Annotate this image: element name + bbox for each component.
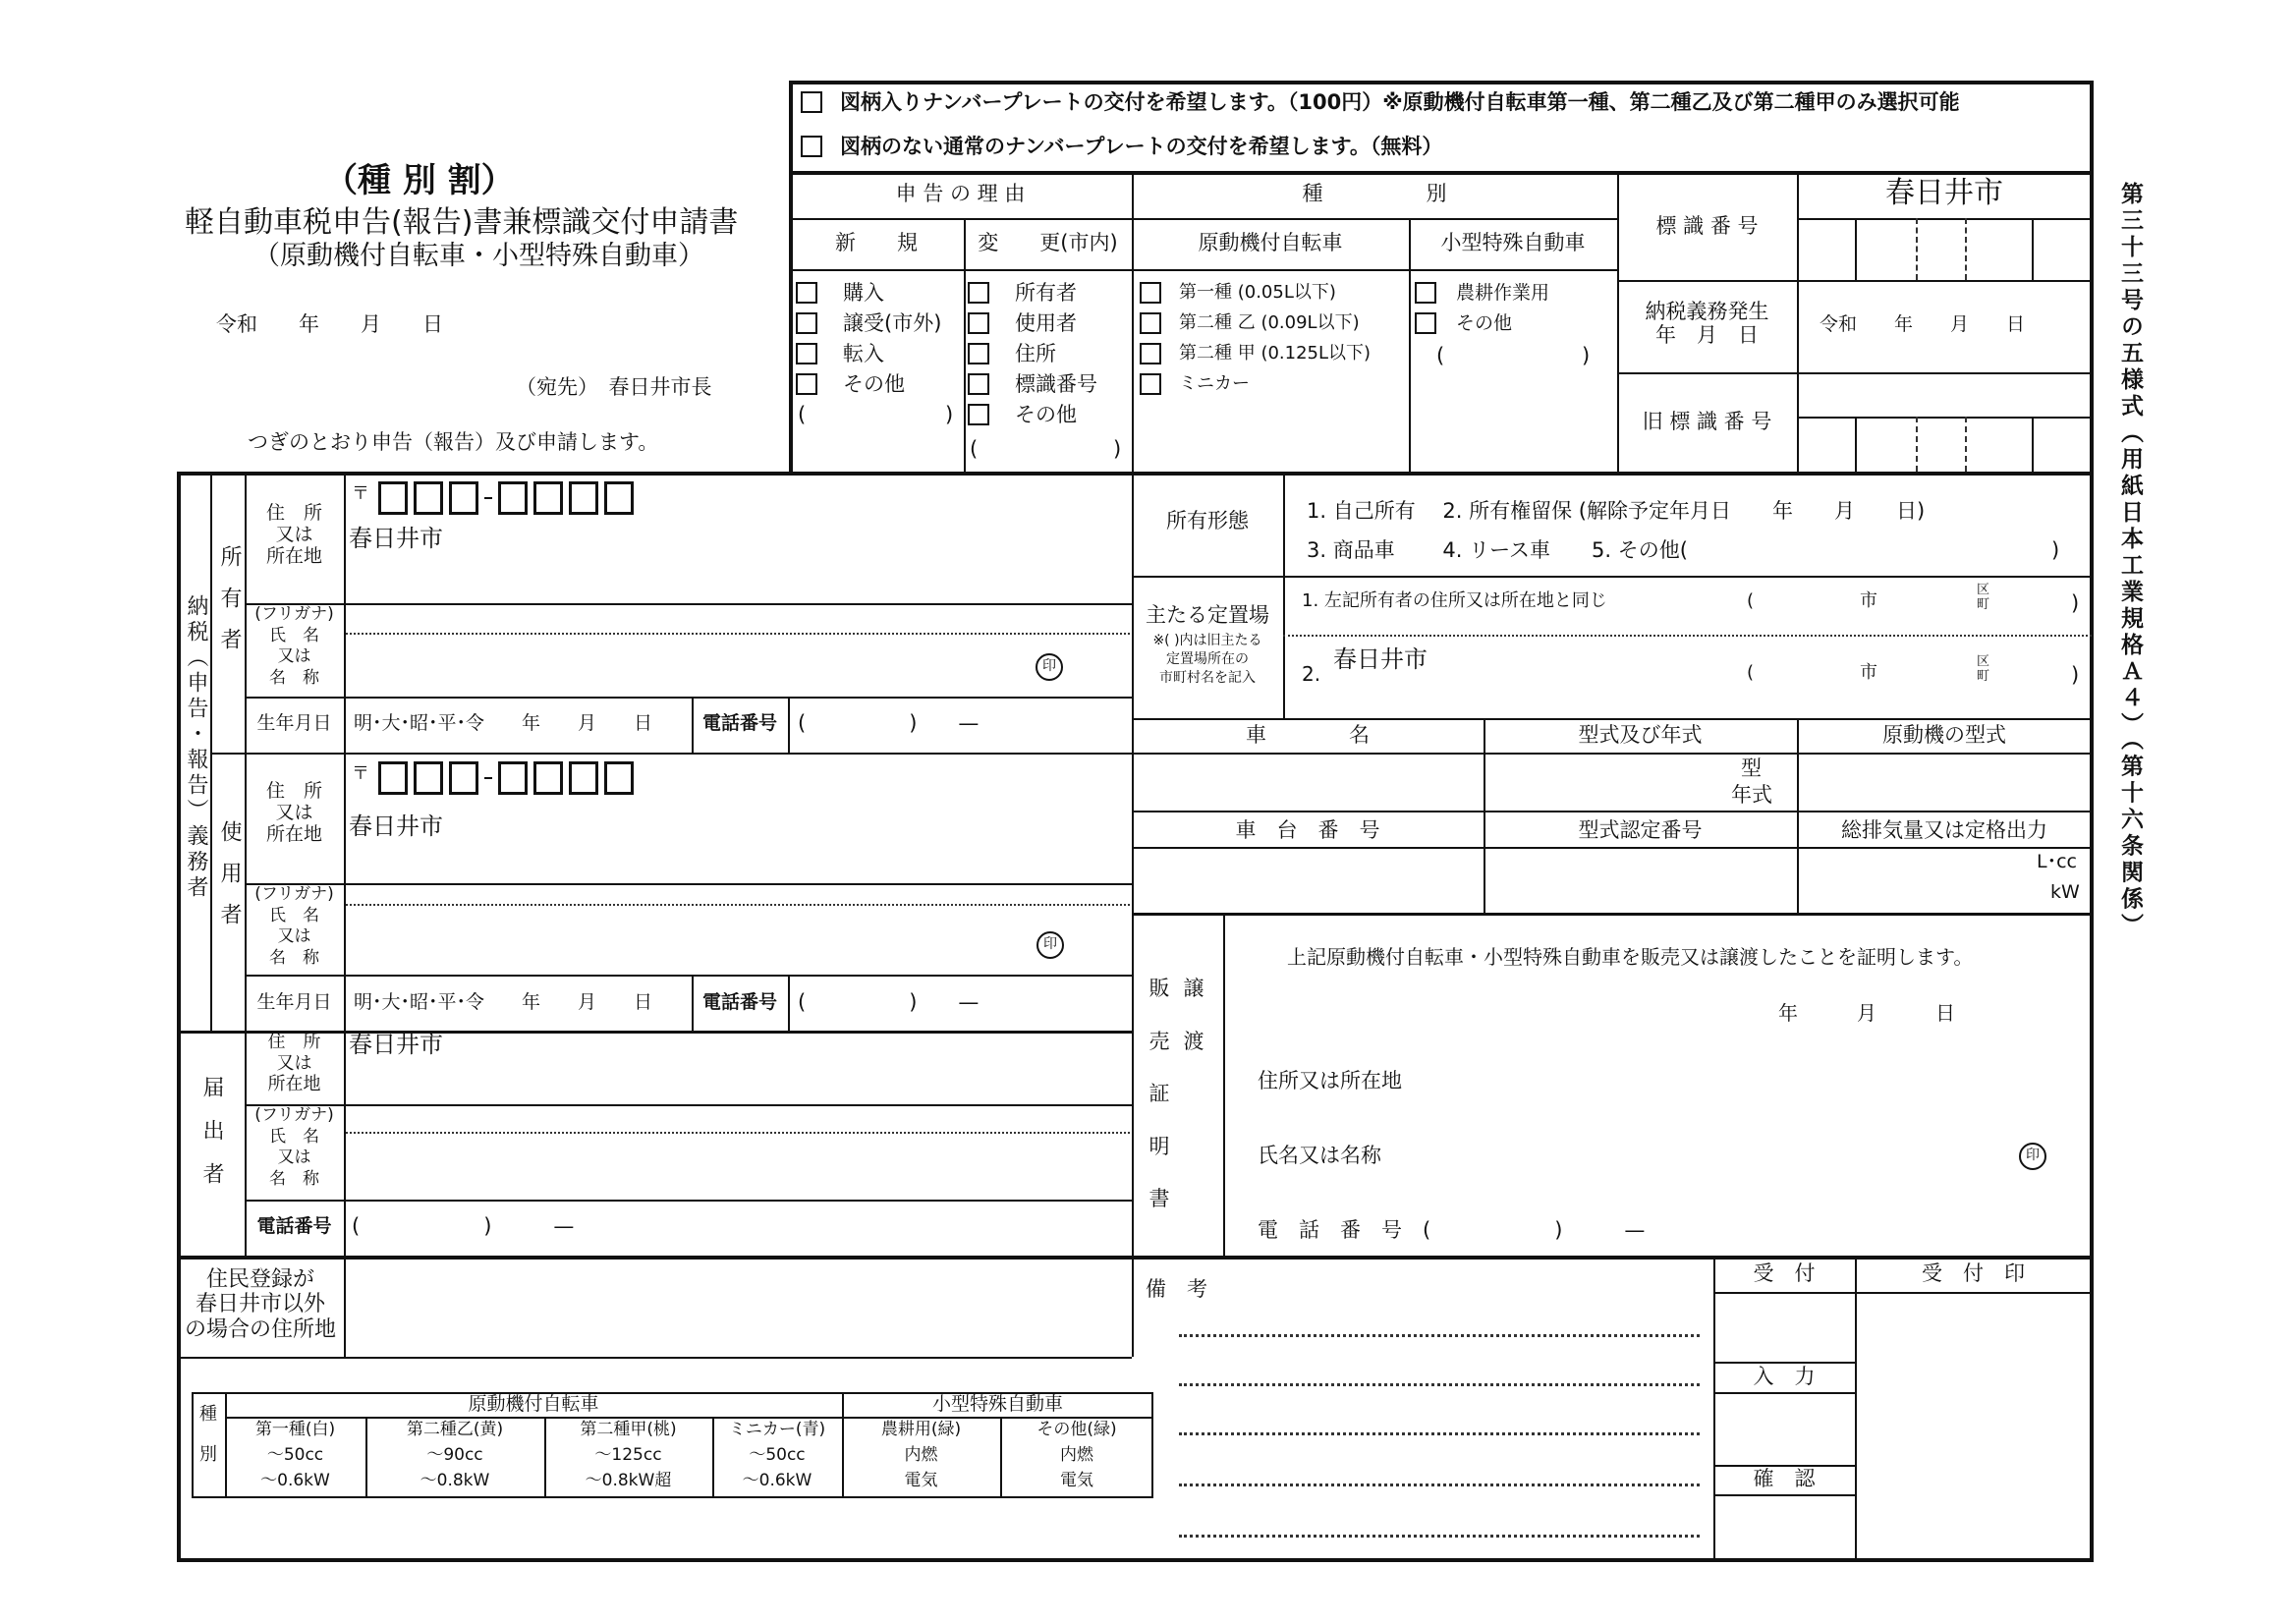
form-date: 令和 年 月 日 [216,312,443,336]
reason-new-purchase-checkbox[interactable] [796,282,817,304]
reason-change-plate-checkbox[interactable] [968,373,989,395]
sale-transfer-label: 譲 渡 [1183,977,1204,1053]
seal-mark: 印 [1036,931,1064,959]
seal-mark: 印 [2019,1143,2046,1170]
owner-address-input[interactable] [462,531,1114,591]
sale-phone[interactable]: 電 話 番 号 ( ) — [1258,1218,1646,1242]
class-cell-b: 電気 [1060,1471,1093,1490]
reason-new-transfer-checkbox[interactable] [796,312,817,334]
form-subtitle: （種 別 割） [324,161,515,200]
paren-close: ) [945,403,954,426]
reason-change-user-label: 使用者 [1015,311,1077,335]
received-label: 受 付 [1753,1261,1816,1285]
class-small-header: 小型特殊自動車 [931,1393,1063,1415]
storage-ku2: 区 町 [1977,654,1990,684]
reason-change-other-label: その他 [1015,403,1077,426]
ownership-line1[interactable]: 1. 自己所有 2. 所有権留保 (解除予定年月日 年 月 日) [1307,499,1926,523]
owner-furigana-input[interactable] [349,605,1119,633]
paren-close: ) [1113,437,1122,461]
statement: つぎのとおり申告（報告）及び申請します。 [248,430,659,454]
user-name-label: (フリガナ) 氏 名 又は 名 称 [254,884,334,968]
ownership-label: 所有形態 [1166,509,1249,532]
class-cell-b: 〜0.6kW [742,1471,812,1490]
displacement-header: 総排気量又は定格出力 [1841,818,2047,842]
paren-open: ( [798,403,807,426]
user-address-city: 春日井市 [349,812,443,840]
model-unit: 型 [1741,756,1762,780]
sale-date: 年 月 日 [1778,1001,1955,1025]
form-kind: （原動機付自転車・小型特殊自動車） [253,241,704,271]
seal-mark: 印 [1036,653,1063,681]
user-birth-label: 生年月日 [256,991,332,1013]
displacement-unit-kw: kW [2050,881,2080,903]
filer-phone-input[interactable]: ( ) — [352,1214,575,1238]
type-small-other-checkbox[interactable] [1415,312,1436,334]
user-furigana-input[interactable] [349,884,1119,904]
form-title: 軽自動車税申告(報告)書兼標識交付申請書 [185,205,739,240]
user-address-input[interactable] [462,815,1114,876]
user-label: 使用者 [217,820,242,944]
storage-option1[interactable]: 1. 左記所有者の住所又は所在地と同じ [1302,590,1607,611]
class-cell-h: 第二種甲(桃) [580,1420,677,1439]
plate-city: 春日井市 [1885,176,2003,210]
user-phone-label: 電話番号 [701,991,777,1013]
class-cell-a: 内燃 [1060,1445,1093,1465]
reason-new-other-label: その他 [843,372,905,396]
resident-address-input[interactable] [354,1267,1124,1348]
reason-change-user-checkbox[interactable] [968,312,989,334]
engine-model-header: 原動機の型式 [1882,723,2006,747]
type-farm-checkbox[interactable] [1415,282,1436,304]
type-class2a-checkbox[interactable] [1140,343,1161,364]
paren-open: ( [970,437,979,461]
type-class1-checkbox[interactable] [1140,282,1161,304]
model-year-header: 型式及び年式 [1578,723,1703,747]
plate-design-checkbox[interactable] [801,91,822,113]
tax-date-label: 納税義務発生 年 月 日 [1645,300,1769,348]
sale-cert-label: 販 売 証 明 書 [1148,977,1170,1211]
owner-birth-label: 生年月日 [256,712,332,734]
ownership-close: ) [2051,538,2060,562]
cert-number-header: 型式認定番号 [1578,818,1703,842]
type-class2a-label: 第二種 甲 (0.125L以下) [1179,343,1372,364]
user-postal-code-input[interactable] [378,761,634,795]
sale-statement: 上記原動機付自転車・小型特殊自動車を販売又は譲渡したことを証明します。 [1287,945,1974,969]
plate-plain-checkbox[interactable] [801,136,822,157]
type-moped-header: 原動機付自転車 [1198,231,1343,254]
class-cell-b: 電気 [904,1471,938,1490]
frame-number-input[interactable] [1140,853,1478,910]
user-name-input[interactable] [349,910,1040,971]
reason-change-plate-label: 標識番号 [1015,372,1097,396]
type-header: 種 別 [1302,182,1447,205]
filer-address-input[interactable] [462,1036,1114,1097]
paren-open: ( [1436,344,1445,367]
owner-address-city: 春日井市 [349,525,443,552]
reason-new-purchase-label: 購入 [843,281,884,305]
class-cell-h: 農耕用(緑) [880,1420,962,1439]
form-number-label: 第三十三号の五様式（用紙日本工業規格Ａ４）（第十六条関係） [2117,182,2143,940]
vehicle-name-input[interactable] [1140,758,1478,808]
owner-name-input[interactable] [349,639,1040,694]
input-label: 入 力 [1753,1365,1816,1388]
storage-note: ※( )内は旧主たる 定置場所在の 市町村名を記入 [1152,633,1262,686]
type-farm-label: 農耕作業用 [1456,282,1550,304]
type-class2b-label: 第二種 乙 (0.09L以下) [1179,312,1360,333]
paren-close: ) [1582,344,1591,367]
class-row-label: 種 別 [199,1404,217,1466]
confirm-label: 確 認 [1753,1467,1816,1490]
class-cell-h: その他(緑) [1036,1420,1117,1439]
remarks-label: 備 考 [1146,1277,1207,1301]
filer-address-city: 春日井市 [349,1031,443,1058]
filer-label: 届出者 [199,1076,224,1205]
reason-header: 申 告 の 理 由 [895,182,1026,205]
sale-name-label: 氏名又は名称 [1258,1144,1381,1167]
plate-design-label: 図柄入りナンバープレートの交付を希望します。（100円）※原動機付自転車第一種、第二種乙及び第二種甲のみ選択可能 [840,90,1960,114]
class-cell-h: 第一種(白) [254,1420,336,1439]
postal-mark: 〒 [352,763,369,784]
reason-change-owner-checkbox[interactable] [968,282,989,304]
remarks-input[interactable] [1179,1302,1704,1551]
storage-city: 春日井市 [1333,645,1428,673]
ownership-line2[interactable]: 3. 商品車 4. リース車 5. その他( [1307,538,1688,562]
class-moped-header: 原動機付自転車 [468,1393,599,1415]
sale-address-label: 住所又は所在地 [1258,1069,1402,1092]
year-unit: 年式 [1731,783,1772,807]
reason-new-movein-checkbox[interactable] [796,343,817,364]
plate-plain-label: 図柄のない通常のナンバープレートの交付を希望します。（無料） [840,135,1443,158]
owner-phone-input[interactable]: ( ) — [798,711,980,735]
received-stamp-label: 受 付 印 [1922,1261,2025,1285]
storage-close1: ) [2071,591,2080,615]
tax-date-value: 令和 年 月 日 [1820,313,2026,335]
reason-change-other-checkbox[interactable] [968,404,989,425]
displacement-unit-l: L･cc [2037,851,2077,872]
reason-change-address-checkbox[interactable] [968,343,989,364]
storage-paren2: ( 市 [1747,662,1967,683]
class-cell-a: 〜50cc [266,1445,324,1465]
old-plate-label: 旧 標 識 番 号 [1642,410,1772,433]
type-class2b-checkbox[interactable] [1140,312,1161,334]
class-cell-a: 〜50cc [749,1445,806,1465]
addressee: （宛先） 春日井市長 [516,375,712,399]
reason-new-header: 新 規 [835,231,918,254]
user-phone-input[interactable]: ( ) — [798,990,980,1014]
filer-name-input[interactable] [349,1140,1119,1197]
reason-change-header: 変 更(市内) [978,231,1118,254]
sale-name-input[interactable] [1415,1138,2008,1179]
class-cell-b: 〜0.8kW [420,1471,490,1490]
owner-label: 所有者 [217,545,242,669]
owner-birth-value: 明･大･昭･平･令 年 月 日 [354,712,653,734]
storage-close2: ) [2071,663,2080,687]
sale-address-input[interactable] [1434,1061,2077,1102]
class-cell-h: ミニカー(青) [728,1420,826,1439]
user-birth-value: 明･大･昭･平･令 年 月 日 [354,991,653,1013]
vehicle-name-header: 車 名 [1246,723,1370,747]
storage-option2[interactable]: 2. [1302,662,1321,686]
class-cell-b: 〜0.8kW超 [585,1471,672,1490]
class-cell-a: 〜125cc [594,1445,662,1465]
resident-address-label: 住民登録が 春日井市以外 の場合の住所地 [184,1267,336,1342]
filer-phone-label: 電話番号 [256,1215,332,1237]
storage-ku1: 区 町 [1977,583,1990,612]
type-minicar-checkbox[interactable] [1140,373,1161,395]
storage-paren1: ( 市 [1747,590,1967,611]
type-minicar-label: ミニカー [1179,373,1250,394]
taxpayer-group-label: 納税（申告・報告）義務者 [184,594,208,901]
class-cell-a: 〜90cc [426,1445,483,1465]
filer-address-label: 住 所 又は 所在地 [267,1032,321,1095]
user-address-label: 住 所 又は 所在地 [265,780,322,845]
type-small-other-label: その他 [1456,312,1513,334]
storage-label: 主たる定置場 [1146,603,1269,627]
reason-change-address-label: 住所 [1015,342,1056,365]
plate-number-label: 標 識 番 号 [1655,214,1759,238]
owner-name-label: (フリガナ) 氏 名 又は 名 称 [254,604,334,688]
reason-new-transfer-label: 譲受(市外) [843,311,942,335]
class-cell-a: 内燃 [904,1445,938,1465]
type-small-header: 小型特殊自動車 [1440,231,1586,254]
frame-number-header: 車 台 番 号 [1235,818,1380,842]
reason-new-movein-label: 転入 [843,342,884,365]
type-class1-label: 第一種 (0.05L以下) [1179,282,1336,303]
owner-address-label: 住 所 又は 所在地 [265,502,322,567]
postal-mark: 〒 [352,483,369,504]
class-cell-b: 〜0.6kW [260,1471,330,1490]
reason-new-other-checkbox[interactable] [796,373,817,395]
owner-phone-label: 電話番号 [701,712,777,734]
class-cell-h: 第二種乙(黄) [406,1420,504,1439]
reason-change-owner-label: 所有者 [1015,281,1077,305]
owner-postal-code-input[interactable] [378,481,634,515]
filer-name-label: (フリガナ) 氏 名 又は 名 称 [254,1105,334,1189]
